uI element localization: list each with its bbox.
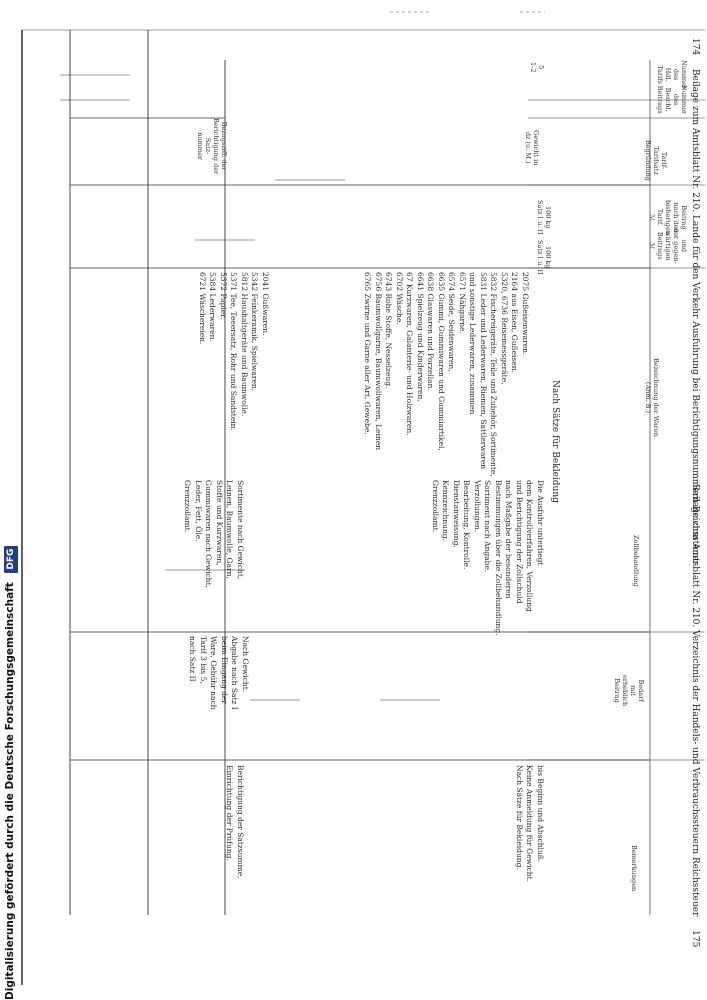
col-header-9: Bedarf mit erheblich Beitrag xyxy=(613,675,645,707)
running-head-right-text: Beilage zum Amtsblatt Nr. 210. Verzeichnis der Handels- und Verbrauchssteuern Reichssteuer xyxy=(690,484,700,917)
col-header-6: und der gegen- wärtigen Beitrags ℳ xyxy=(648,228,688,264)
col6-values: 100 kg Satz I u. II xyxy=(536,240,552,275)
col-header-5: Beitrag nach den bisherigen Tarif. ℳ xyxy=(648,200,688,235)
goods-list-2: 2041 Gußwaren. 5342 Feinkeramik, Spielwaren, 5812 Haushaltgeräte und Baumwolle. 5371 Tee, Teeersatz, Rohr und Sandstein. 5372 Papier. 5384 Lederwaren. 6721 Wäschereien. xyxy=(198,272,270,431)
treatment-list-1: Die Ausfuhr unterliegt dem Kontrollverfahren, Verzollung und Berichtigung der Zollschuld nach Maßgabe der besonderen Bestimmungen über die Zollbehandlung. Sortiment nach Angabe. Verzollungen. Bearbeitung, Kontrolle. Dienstanweisung. Kennzeichnung. Grenzzollamt. xyxy=(431,480,545,636)
col-header-3: Tarif- Tarifsatz Begründung xyxy=(644,140,668,181)
col1-values: 5 1-2 xyxy=(529,62,545,73)
page-number-right: 175 xyxy=(690,930,700,948)
dfg-logo: DFG xyxy=(4,546,18,573)
col5-values: 100 kg Satz I u. II xyxy=(536,200,552,235)
col3-values: Gewicht in dz (u. M.) xyxy=(524,130,540,166)
need-list: Nach Gewicht. Abgabe nach Satz I beim Eingang der Ware, Gebühr nach Tarif 3 bis 5, nach Satz II xyxy=(188,636,250,710)
col-header-4: Bezugsziff. der Berichtigung der Satz- nummer xyxy=(196,118,228,175)
col-header-7: Bezeichnung der Waren (Anm. B.) xyxy=(644,358,660,437)
col-header-10: Bemerkungen xyxy=(630,845,638,892)
col-header-8: Zollbehandlung xyxy=(632,535,640,587)
running-head-right xyxy=(690,484,700,947)
remarks-list-2: Berichtigung der Satzsumme, Einrichtung der Prüfung. xyxy=(225,765,245,879)
running-head-text: Beilage zum Amtsblatt Nr. 210. Lande für den Verkehr Ausfuhrung bei Berichtigungsnummern Reichssteuer xyxy=(690,68,700,565)
digitization-credit xyxy=(1,0,19,1000)
treatment-list-2: Sortimente nach Gewicht, Leinen, Baumwolle, Garn, Stoffe und Kurzwaren, Gummiwaren nach Gewicht, Leder, Fett, Öle. Grenzzollamt. xyxy=(183,480,245,588)
col-header-2: Nummer des Beschl. Beitrags xyxy=(656,85,688,115)
section-header: Nach Sätze für Bekleidung xyxy=(550,380,560,503)
goods-list-1: 2075 Gußeisenwaren. 2164 aus Eisen, Gußeisen. 5320, 6736 Reisemessgeräte, 5832 Fischereigeräte, Teile und Zubehör, Sortimente, 5831 Leder und Lederwaren, Riemen, Sattlerwaren und sonstige Lederwaren, zusammen 6571 Nähgarne. 6574 Seide, Seidenwaren, 6635 Gummi, Gummiwaren und Gummiartikel, 6638 Glaswaren und Porzellan. 6641 Spielzeug und Kinderwaren, 67 Kurzwaren, Galanterie- und Holzwaren. 6702 Wäsche. 6743 Rohe Stoffe, Nesselzeug. 6756 Baumwollgarne, Baumwollwaren, Leinen 6765 Zwirne und Garne aller Art, Gewebe. xyxy=(363,272,530,477)
col-header-1: Nummer des Hdl. Tarifs xyxy=(656,60,688,90)
page-number-left: 174 xyxy=(690,38,700,56)
credit-text: Digitalisierung gefördert durch die Deutsche Forschungsgemeinschaft xyxy=(4,582,16,1000)
remarks-list: bis Beginn und Abschluß. Keine Anmeldung für Gewicht. Nach Sätze für Bekleidung. xyxy=(515,765,545,882)
